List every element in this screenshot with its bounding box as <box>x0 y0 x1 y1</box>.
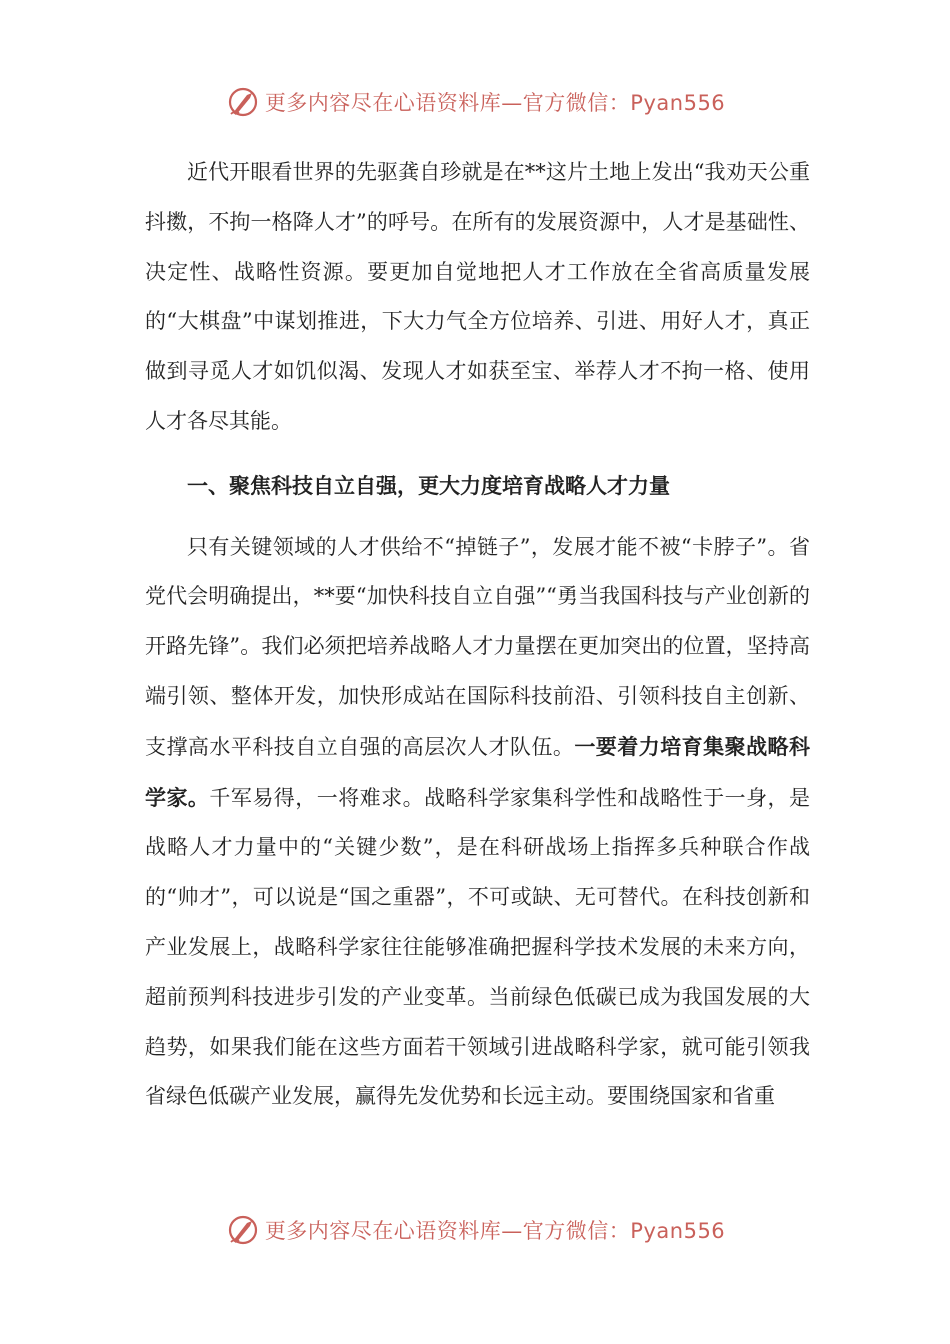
paragraph-text-continued: 千军易得，一将难求。战略科学家集科学性和战略性于一身，是战略人才力量中的“关键少数”，是在科研战场上指挥多兵种联合作战的“帅才”，可以说是“国之重器”，不可或缺、无可替代。在科技创新和产业发展上，战略科学家往往能够准确把握科学技术发展的未来方向，超前预判科技进步引发的产业变革。当前绿色低碳已成为我国发展的大趋势，如果我们能在这些方面若干领域引进战略科学家，就可能引领我省绿色低碳产业发展，赢得先发优势和长远主动。要围绕国家和省重 <box>145 785 811 1109</box>
pen-nib-logo-icon <box>225 84 261 120</box>
body-paragraph <box>145 523 810 1123</box>
header-watermark <box>0 80 950 124</box>
footer-watermark <box>0 1208 950 1252</box>
section-heading: 一、聚焦科技自立自强，更大力度培育战略人才力量 <box>187 472 670 498</box>
document-body <box>145 148 810 1122</box>
watermark-text: 更多内容尽在心语资料库—官方微信：Pyan556 <box>264 91 726 115</box>
paragraph-text-start: 只有关键领域的人才供给不“掉链子”，发展才能不被“卡脖子”。省党代会明确提出，**要“加快科技自立自强”“勇当我国科技与产业创新的开路先锋”。我们必须把培养战略人才力量摆在更加突出的位置，坚持高端引领、整体开发，加快形成站在国际科技前沿、引领科技自主创新、支撑高水平科技自立自强的高层次人才队伍。 <box>145 534 810 759</box>
bold-key-point: 一要着力培育集聚战略科学家。 <box>145 733 811 810</box>
intro-paragraph: 近代开眼看世界的先驱龚自珍就是在**这片土地上发出“我劝天公重抖擞，不拘一格降人才”的呼号。在所有的发展资源中，人才是基础性、决定性、战略性资源。要更加自觉地把人才工作放在全省高质量发展的“大棋盘”中谋划推进，下大力气全方位培养、引进、用好人才，真正做到寻觅人才如饥似渴、发现人才如获至宝、举荐人才不拘一格、使用人才各尽其能。 <box>145 160 810 433</box>
watermark-text: 更多内容尽在心语资料库—官方微信：Pyan556 <box>264 1219 726 1243</box>
pen-nib-logo-icon <box>225 1212 261 1248</box>
